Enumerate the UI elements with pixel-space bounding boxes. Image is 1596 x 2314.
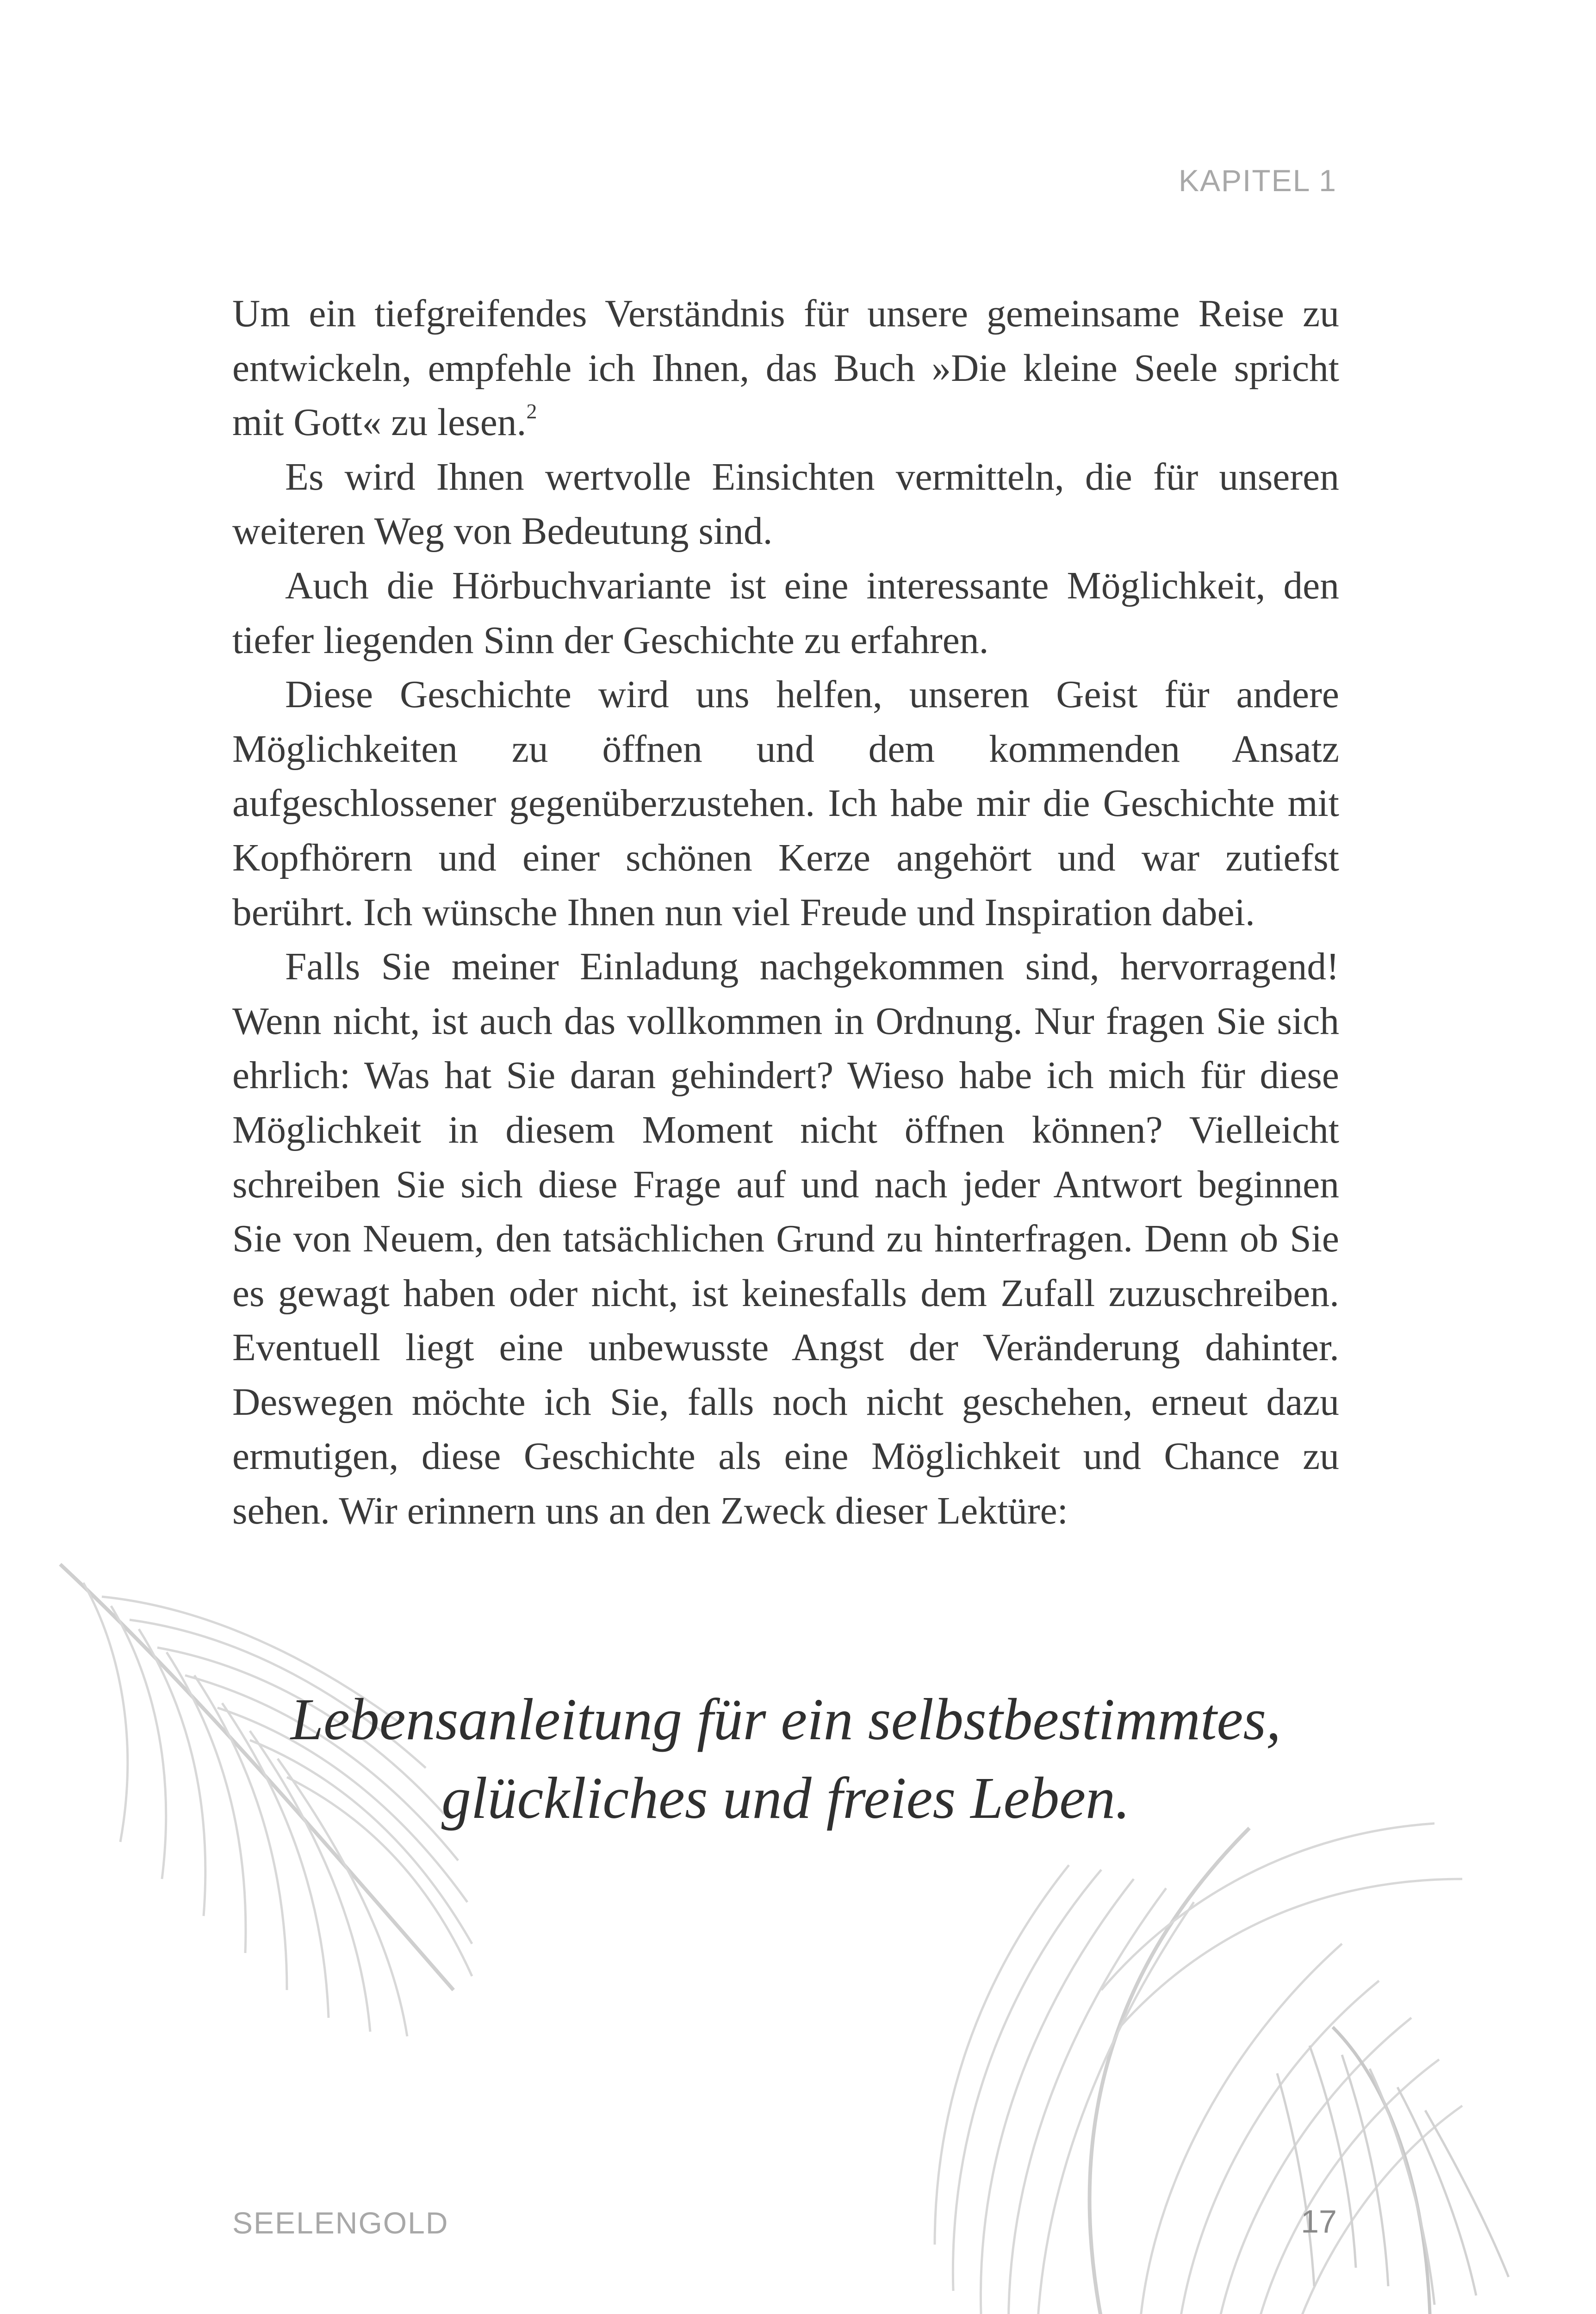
running-footer-book-title: SEELENGOLD	[232, 2206, 449, 2240]
paragraph: Es wird Ihnen wertvolle Einsichten vermitteln, die für unseren weiteren Weg von Bedeutung sind.	[232, 455, 1339, 553]
paragraph: Auch die Hörbuchvariante ist eine interessante Möglichkeit, den tiefer liegenden Sinn der Geschichte zu erfahren.	[232, 564, 1339, 662]
highlighted-quote	[232, 1680, 1339, 1837]
paragraph: Falls Sie meiner Einladung nachgekommen sind, hervorragend! Wenn nicht, ist auch das vollkommen in Ordnung. Nur fragen Sie sich ehrlich: Was hat Sie daran gehindert? Wieso habe ich mich für diese Möglichkeit in diesem Moment nicht öffnen können? Vielleicht schreiben Sie sich diese Frage auf und nach jeder Antwort beginnen Sie von Neuem, den tatsächlichen Grund zu hinterfragen. Denn ob Sie es gewagt haben oder nicht, ist keinesfalls dem Zufall zuzuschreiben. Eventuell liegt eine unbewusste Angst der Veränderung dahinter. Deswegen möchte ich Sie, falls noch nicht geschehen, erneut dazu ermutigen, diese Geschichte als eine Möglichkeit und Chance zu sehen. Wir erinnern uns an den Zweck dieser Lektüre:	[232, 946, 1339, 1533]
quote-line: Lebensanleitung für ein selbstbestimmtes,	[290, 1686, 1281, 1752]
feather-icon	[1277, 2027, 1509, 2314]
paragraph	[232, 287, 1339, 450]
body-text	[232, 287, 1339, 1539]
page-number: 17	[1301, 2203, 1337, 2239]
footnote-marker: 2	[526, 399, 537, 423]
running-header-chapter: KAPITEL 1	[1178, 163, 1337, 198]
paragraph: Diese Geschichte wird uns helfen, unseren Geist für andere Möglichkeiten zu öffnen und dem kommenden Ansatz aufgeschlossener gegenüberzustehen. Ich habe mir die Geschichte mit Kopfhörern und einer schönen Kerze angehört und war zutiefst berührt. Ich wünsche Ihnen nun viel Freude und Inspiration dabei.	[232, 673, 1339, 934]
paragraph-text: Um ein tiefgreifendes Verständnis für unsere gemeinsame Reise zu entwickeln, empfehle ich Ihnen, das Buch »Die kleine Seele spricht mit Gott« zu lesen.	[232, 292, 1339, 444]
quote-line: glückliches und freies Leben.	[441, 1765, 1130, 1831]
